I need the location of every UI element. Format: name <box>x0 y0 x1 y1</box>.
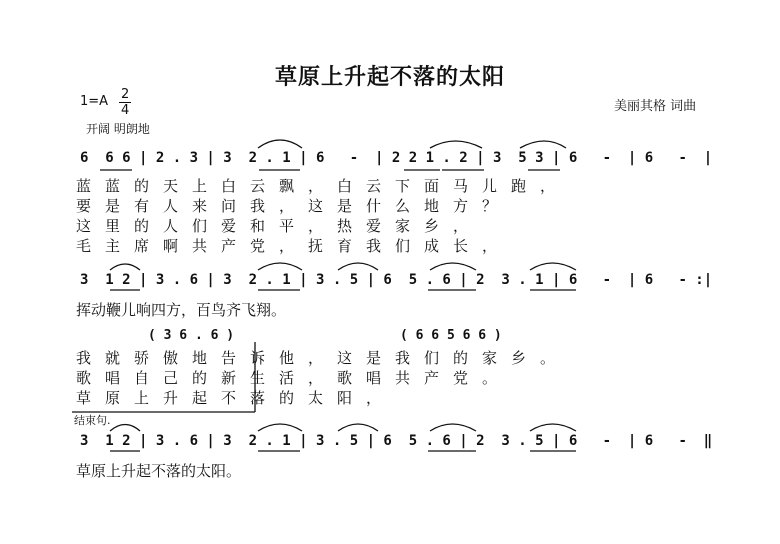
lyric-verse-1: 蓝蓝的天上白云飘，白云下面马儿跑， <box>76 177 570 195</box>
notation-row-2: 3 1 2 | 3 . 6 | 3 2 . 1 | 3 . 5 | 6 5 . 6 | 2 3 . 1 | 6 - | 6 - :| <box>80 272 713 288</box>
lyric-verse-3: 这里的人们爱和平，热爱家乡， <box>76 217 483 235</box>
lyrics-row-3: 草原上升起不落的太阳。 <box>76 462 242 480</box>
alt-notes-1: ( 3 6 . 6 ) <box>148 328 235 343</box>
lyric-verse-4: 毛主席啊共产党，抚育我们成长， <box>76 237 512 255</box>
ending-label: 结束句. <box>74 414 111 427</box>
lyric-verse-2: 要是有人来问我，这是什么地方？ <box>76 197 512 215</box>
lyrics-alt <box>76 348 569 408</box>
tempo-marking: 开阔 明朗地 <box>86 122 150 136</box>
lyric-alt-2: 歌唱自己的新生活，歌唱共产党。 <box>76 369 512 387</box>
key-signature: 1=A <box>80 94 109 109</box>
alt-notes-2: ( 6 6 5 6 6 ) <box>400 328 502 343</box>
composer-credit: 美丽其格 词曲 <box>614 99 697 114</box>
notation-row-3: 3 1 2 | 3 . 6 | 3 2 . 1 | 3 . 5 | 6 5 . 6 | 2 3 . 5 | 6 - | 6 - ‖ <box>80 433 713 449</box>
lyrics-row-1 <box>76 176 569 256</box>
lyrics-row-2: 挥动鞭儿响四方，百鸟齐飞翔。 <box>76 301 287 319</box>
lyric-alt-3: 草原上升起不落的太阳， <box>76 389 396 407</box>
time-numerator: 2 <box>121 87 130 102</box>
notation-row-1: 6 6 6 | 2 . 3 | 3 2 . 1 | 6 - | 2 2 1 . 2 | 3 5 3 | 6 - | 6 - | <box>80 150 713 166</box>
song-title: 草原上升起不落的太阳 <box>274 64 505 90</box>
time-denominator: 4 <box>121 103 130 118</box>
lyric-alt-1: 我就骄傲地告诉他，这是我们的家乡。 <box>76 349 570 367</box>
